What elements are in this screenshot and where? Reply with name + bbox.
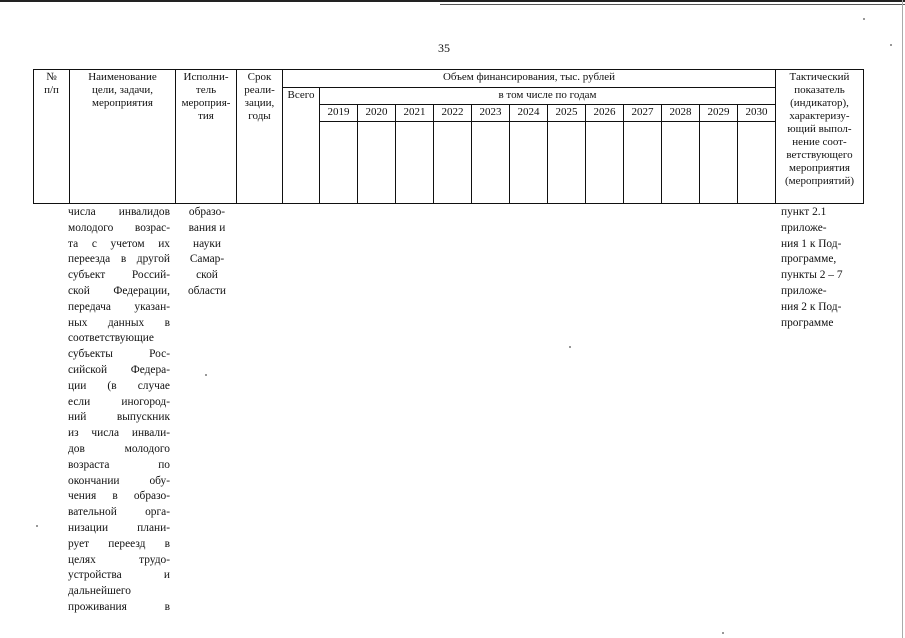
year-2025: 2025 [548, 105, 586, 122]
activity-name-line: соответствующие [68, 332, 154, 345]
scan-speck [863, 18, 865, 20]
activity-name-line: вательной орга- [68, 506, 170, 519]
activity-name-line: проживания в [68, 600, 170, 613]
scan-speck [890, 44, 892, 46]
year-2023: 2023 [472, 105, 510, 122]
header-executor: Исполни- тель мероприя- тия [176, 70, 237, 204]
scan-edge-top [0, 0, 905, 2]
scan-edge-right [902, 0, 903, 638]
activity-name-line: ции (в случае [68, 379, 170, 392]
header-name: Наименование цели, задачи, мероприятия [70, 70, 176, 204]
year-cell-empty [358, 122, 396, 204]
activity-name-continuation [68, 205, 170, 616]
activity-name-line: устройства и [68, 569, 170, 582]
activity-name-line: чения в образо- [68, 490, 170, 503]
activity-name-line: если иногород- [68, 395, 170, 408]
year-cell-empty [510, 122, 548, 204]
header-indicator: Тактический показатель (индикатор), характеризу- ющий выпол- нение соот- ветствующего мероприятия (мероприятий) [776, 70, 864, 204]
year-2019: 2019 [320, 105, 358, 122]
year-2021: 2021 [396, 105, 434, 122]
scan-speck [205, 374, 207, 376]
activity-name-line: сийской Федера- [68, 363, 170, 376]
activity-name-line: передача указан- [68, 300, 170, 313]
activity-name-line: молодого возрас- [68, 221, 170, 234]
activity-name-line: дальнейшего [68, 585, 131, 598]
year-2028: 2028 [662, 105, 700, 122]
activity-name-line: низации плани- [68, 521, 170, 534]
activity-name-line: ных данных в [68, 316, 170, 329]
header-total: Всего [283, 88, 320, 204]
financing-table-header [33, 69, 864, 204]
activity-name-line: та с учетом их [68, 237, 170, 250]
scan-edge-top-inner [440, 4, 905, 5]
activity-name-line: возраста по [68, 458, 170, 471]
activity-name-line: переезда в другой [68, 253, 170, 266]
activity-name-line: субъекты Рос- [68, 348, 170, 361]
header-volume: Объем финансирования, тыс. рублей [283, 70, 776, 88]
year-2020: 2020 [358, 105, 396, 122]
year-cell-empty [624, 122, 662, 204]
activity-name-line: рует переезд в [68, 537, 170, 550]
activity-name-line: ний выпускник [68, 411, 170, 424]
scan-speck [722, 632, 724, 634]
activity-name-line: ской Федерации, [68, 284, 170, 297]
year-2027: 2027 [624, 105, 662, 122]
indicator-continuation: пункт 2.1 приложе- ния 1 к Под- программе, пункты 2 – 7 приложе- ния 2 к Под- программе [781, 206, 843, 329]
scan-speck [569, 346, 571, 348]
header-num: № п/п [34, 70, 70, 204]
activity-name-line: целях трудо- [68, 553, 170, 566]
year-cell-empty [700, 122, 738, 204]
activity-name-line: дов молодого [68, 442, 170, 455]
scan-speck [36, 525, 38, 527]
activity-name-line: окончании обу- [68, 474, 170, 487]
year-cell-empty [320, 122, 358, 204]
executor-continuation: образо- вания и науки Самар- ской области [187, 206, 227, 297]
year-cell-empty [434, 122, 472, 204]
activity-name-line: числа инвалидов [68, 206, 170, 218]
page-number: 35 [438, 41, 450, 55]
year-cell-empty [586, 122, 624, 204]
year-2022: 2022 [434, 105, 472, 122]
year-cell-empty [738, 122, 776, 204]
year-2026: 2026 [586, 105, 624, 122]
activity-name-line: из числа инвали- [68, 427, 170, 440]
year-2024: 2024 [510, 105, 548, 122]
activity-name-line: субъект Россий- [68, 269, 170, 282]
year-cell-empty [396, 122, 434, 204]
year-cell-empty [548, 122, 586, 204]
year-2029: 2029 [700, 105, 738, 122]
header-by-years: в том числе по годам [320, 88, 776, 105]
year-cell-empty [662, 122, 700, 204]
year-cell-empty [472, 122, 510, 204]
header-period: Срок реали- зации, годы [237, 70, 283, 204]
year-2030: 2030 [738, 105, 776, 122]
